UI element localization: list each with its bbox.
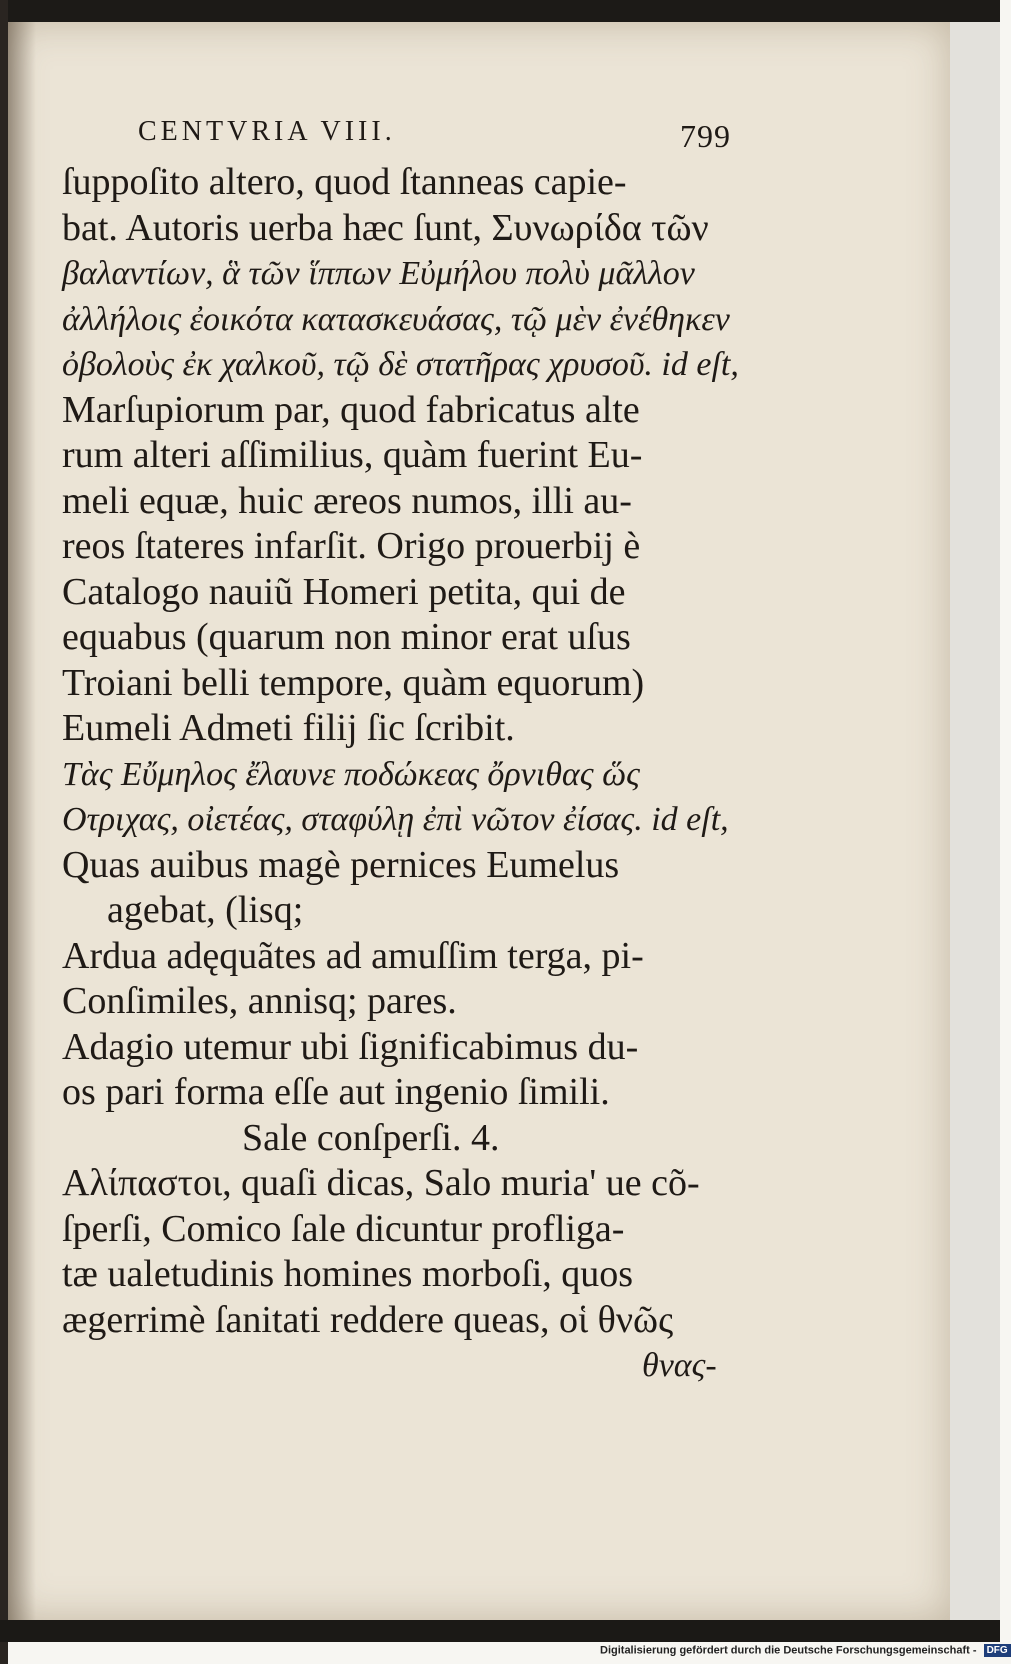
scan-bottom-border [0,1620,1000,1642]
text-line: os pari forma eſſe aut ingenio ſimili. [62,1071,610,1113]
greek-text-line: ὀβολοὺς ἐκ χαλκοῦ, τῷ δὲ στατῆρας χρυσοῦ. id eſt, [62,346,739,383]
text-line: equabus (quarum non minor erat uſus [62,616,631,658]
page-number: 799 [680,118,731,154]
text-line: ægerrimè ſanitati reddere queas, οἱ θνῶς [62,1298,674,1341]
text-line: Eumeli Admeti filij ſic ſcribit. [62,707,515,749]
page-text-block [62,110,762,1389]
catchword: θνας- [642,1347,717,1384]
text-line: Marſupiorum par, quod fabricatus alte [62,388,640,431]
scan-left-border [0,0,8,1664]
text-line: Adagio utemur ubi ſignificabimus du- [62,1025,639,1068]
dfg-logo: DFG [984,1644,1011,1657]
scan-top-border [0,0,1000,22]
running-head [62,110,762,160]
text-line: tæ ualetudinis homines morboſi, quos [62,1253,634,1295]
greek-text-line: ἀλλήλοις ἐοικότα κατασκευάσας, τῷ μὲν ἐνέθηκεν [62,300,730,338]
greek-verse-line: Τὰς Εὔμηλος ἔλαυνε ποδώκεας ὄρνιθας ὥς [62,755,640,793]
text-line: bat. Autoris uerba hæc ſunt, Συνωρίδα τῶν [62,206,709,249]
greek-text-line: βαλαντίων, ἃ τῶν ἵππων Εὐμήλου πολὺ μᾶλλον [62,255,695,292]
gutter-shadow [6,22,36,1620]
digitization-credit [600,1644,1011,1664]
greek-verse-line: Οτριχας, οἰετέας, σταφύλῃ ἐπὶ νῶτον ἐίσας. id eſt, [62,801,729,838]
text-line: Troiani belli tempore, quàm equorum) [62,661,645,704]
running-head-title: CENTVRIA VIII. [138,116,396,147]
text-line: reos ſtateres infarſit. Origo prouerbij è [62,525,641,567]
scan-right-margin [950,22,1000,1622]
verse-line: Quas auibus magè pernices Eumelus [62,843,620,886]
verse-line: Ardua adęquãtes ad amuſſim terga, pi- [62,934,644,977]
adage-heading: Sale conſperſi. 4. [242,1116,500,1159]
text-line: Αλίπαστοι, quaſi dicas, Salo muria' ue cõ- [62,1162,700,1204]
credit-text: Digitalisierung gefördert durch die Deutsche Forschungsgemeinschaft - [600,1644,977,1657]
verse-line: agebat, (lisq; [107,889,304,931]
text-line: ſuppoſito altero, quod ſtanneas capie- [62,161,627,203]
text-line: Catalogo nauiũ Homeri petita, qui de [62,570,626,613]
text-line: ſperſi, Comico ſale dicuntur profliga- [62,1207,625,1250]
verse-line: Conſimiles, annisq; pares. [62,980,457,1022]
text-line: rum alteri aſſimilius, quàm fuerint Eu- [62,434,643,476]
text-line: meli equæ, huic æreos numos, illi au- [62,479,632,522]
